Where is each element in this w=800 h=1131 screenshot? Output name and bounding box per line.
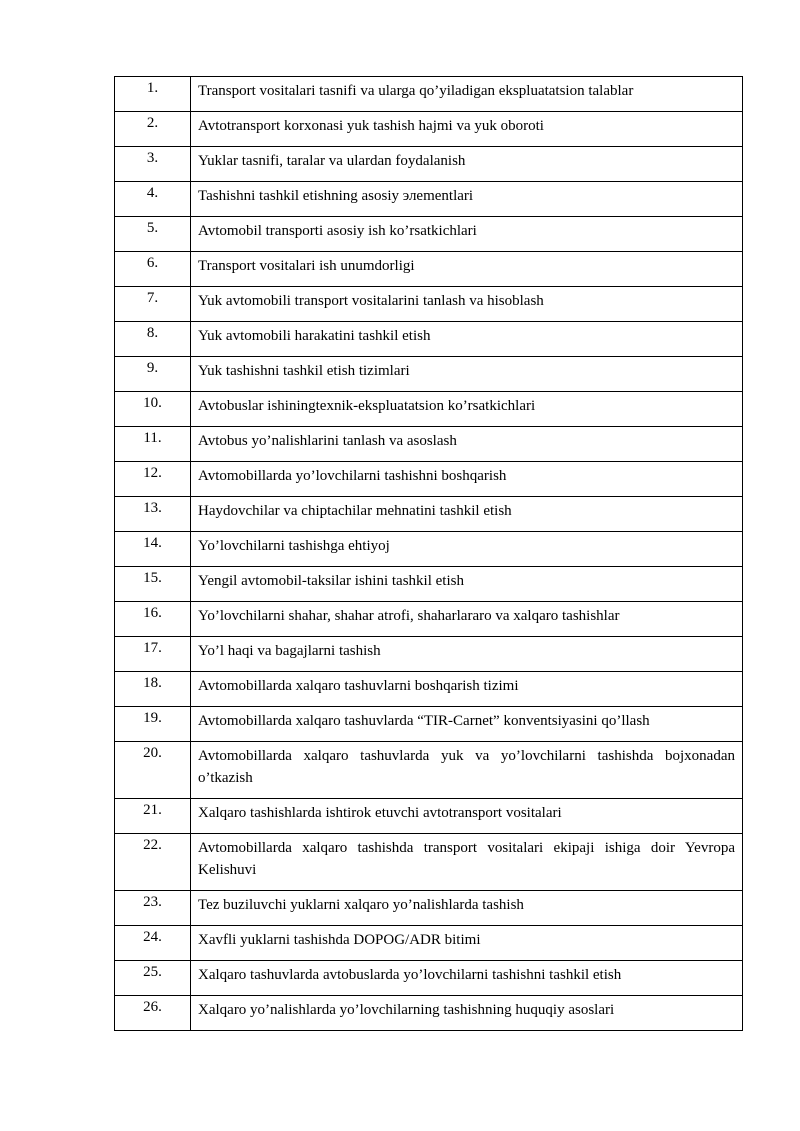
table-row — [115, 602, 743, 637]
table-row — [115, 217, 743, 252]
table-row — [115, 252, 743, 287]
table-row — [115, 926, 743, 961]
row-number: 10. — [115, 392, 191, 427]
row-number: 2. — [115, 112, 191, 147]
row-title: Yengil avtomobil-taksilar ishini tashkil etish — [191, 567, 743, 602]
row-number: 20. — [115, 742, 191, 799]
row-title: Yo’lovchilarni tashishga ehtiyoj — [191, 532, 743, 567]
table-row — [115, 742, 743, 799]
row-number: 7. — [115, 287, 191, 322]
row-title: Avtobuslar ishiningtexnik-ekspluatatsion ko’rsatkichlari — [191, 392, 743, 427]
row-title: Avtomobil transporti asosiy ish ko’rsatkichlari — [191, 217, 743, 252]
table-row — [115, 497, 743, 532]
table-row — [115, 834, 743, 891]
table-row — [115, 996, 743, 1031]
table-row — [115, 567, 743, 602]
table-row — [115, 462, 743, 497]
row-title: Yuk avtomobili harakatini tashkil etish — [191, 322, 743, 357]
row-title: Avtomobillarda xalqaro tashuvlarda “TIR-Carnet” konventsiyasini qo’llash — [191, 707, 743, 742]
row-title: Xavfli yuklarni tashishda DOPOG/ADR bitimi — [191, 926, 743, 961]
row-title: Tez buziluvchi yuklarni xalqaro yo’nalishlarda tashish — [191, 891, 743, 926]
row-title: Transport vositalari ish unumdorligi — [191, 252, 743, 287]
row-title: Xalqaro tashishlarda ishtirok etuvchi avtotransport vositalari — [191, 799, 743, 834]
row-title: Yo’l haqi va bagajlarni tashish — [191, 637, 743, 672]
row-number: 8. — [115, 322, 191, 357]
row-title: Transport vositalari tasnifi va ularga qo’yiladigan ekspluatatsion talablar — [191, 77, 743, 112]
table-row — [115, 77, 743, 112]
row-number: 16. — [115, 602, 191, 637]
table-row — [115, 672, 743, 707]
row-title: Avtomobillarda yo’lovchilarni tashishni boshqarish — [191, 462, 743, 497]
row-title: Tashishni tashkil etishning asosiy элementlari — [191, 182, 743, 217]
table-row — [115, 427, 743, 462]
row-number: 14. — [115, 532, 191, 567]
row-number: 25. — [115, 961, 191, 996]
table-row — [115, 891, 743, 926]
table-row — [115, 287, 743, 322]
table-row — [115, 707, 743, 742]
row-title: Avtobus yo’nalishlarini tanlash va asoslash — [191, 427, 743, 462]
topics-table-body — [115, 77, 743, 1031]
row-title: Avtomobillarda xalqaro tashuvlarda yuk va yo’lovchilarni tashishda bojxonadan o’tkazish — [191, 742, 743, 799]
table-row — [115, 357, 743, 392]
row-number: 18. — [115, 672, 191, 707]
table-row — [115, 322, 743, 357]
table-row — [115, 637, 743, 672]
row-title: Xalqaro yo’nalishlarda yo’lovchilarning tashishning huquqiy asoslari — [191, 996, 743, 1031]
row-title: Avtotransport korxonasi yuk tashish hajmi va yuk oboroti — [191, 112, 743, 147]
table-row — [115, 799, 743, 834]
row-title: Yuklar tasnifi, taralar va ulardan foydalanish — [191, 147, 743, 182]
row-number: 1. — [115, 77, 191, 112]
row-number: 17. — [115, 637, 191, 672]
row-number: 9. — [115, 357, 191, 392]
row-number: 13. — [115, 497, 191, 532]
row-number: 3. — [115, 147, 191, 182]
row-title: Avtomobillarda xalqaro tashuvlarni boshqarish tizimi — [191, 672, 743, 707]
row-number: 12. — [115, 462, 191, 497]
row-title: Yuk tashishni tashkil etish tizimlari — [191, 357, 743, 392]
row-number: 15. — [115, 567, 191, 602]
table-row — [115, 392, 743, 427]
row-number: 26. — [115, 996, 191, 1031]
row-number: 22. — [115, 834, 191, 891]
row-number: 6. — [115, 252, 191, 287]
row-title: Avtomobillarda xalqaro tashishda transport vositalari ekipaji ishiga doir Yevropa Kelishuvi — [191, 834, 743, 891]
row-title: Yo’lovchilarni shahar, shahar atrofi, shaharlararo va xalqaro tashishlar — [191, 602, 743, 637]
table-row — [115, 112, 743, 147]
table-row — [115, 961, 743, 996]
topics-table — [114, 76, 743, 1031]
table-row — [115, 182, 743, 217]
row-number: 5. — [115, 217, 191, 252]
row-title: Haydovchilar va chiptachilar mehnatini tashkil etish — [191, 497, 743, 532]
row-title: Xalqaro tashuvlarda avtobuslarda yo’lovchilarni tashishni tashkil etish — [191, 961, 743, 996]
row-number: 11. — [115, 427, 191, 462]
row-title: Yuk avtomobili transport vositalarini tanlash va hisoblash — [191, 287, 743, 322]
row-number: 19. — [115, 707, 191, 742]
row-number: 4. — [115, 182, 191, 217]
row-number: 24. — [115, 926, 191, 961]
row-number: 23. — [115, 891, 191, 926]
table-row — [115, 532, 743, 567]
table-row — [115, 147, 743, 182]
row-number: 21. — [115, 799, 191, 834]
